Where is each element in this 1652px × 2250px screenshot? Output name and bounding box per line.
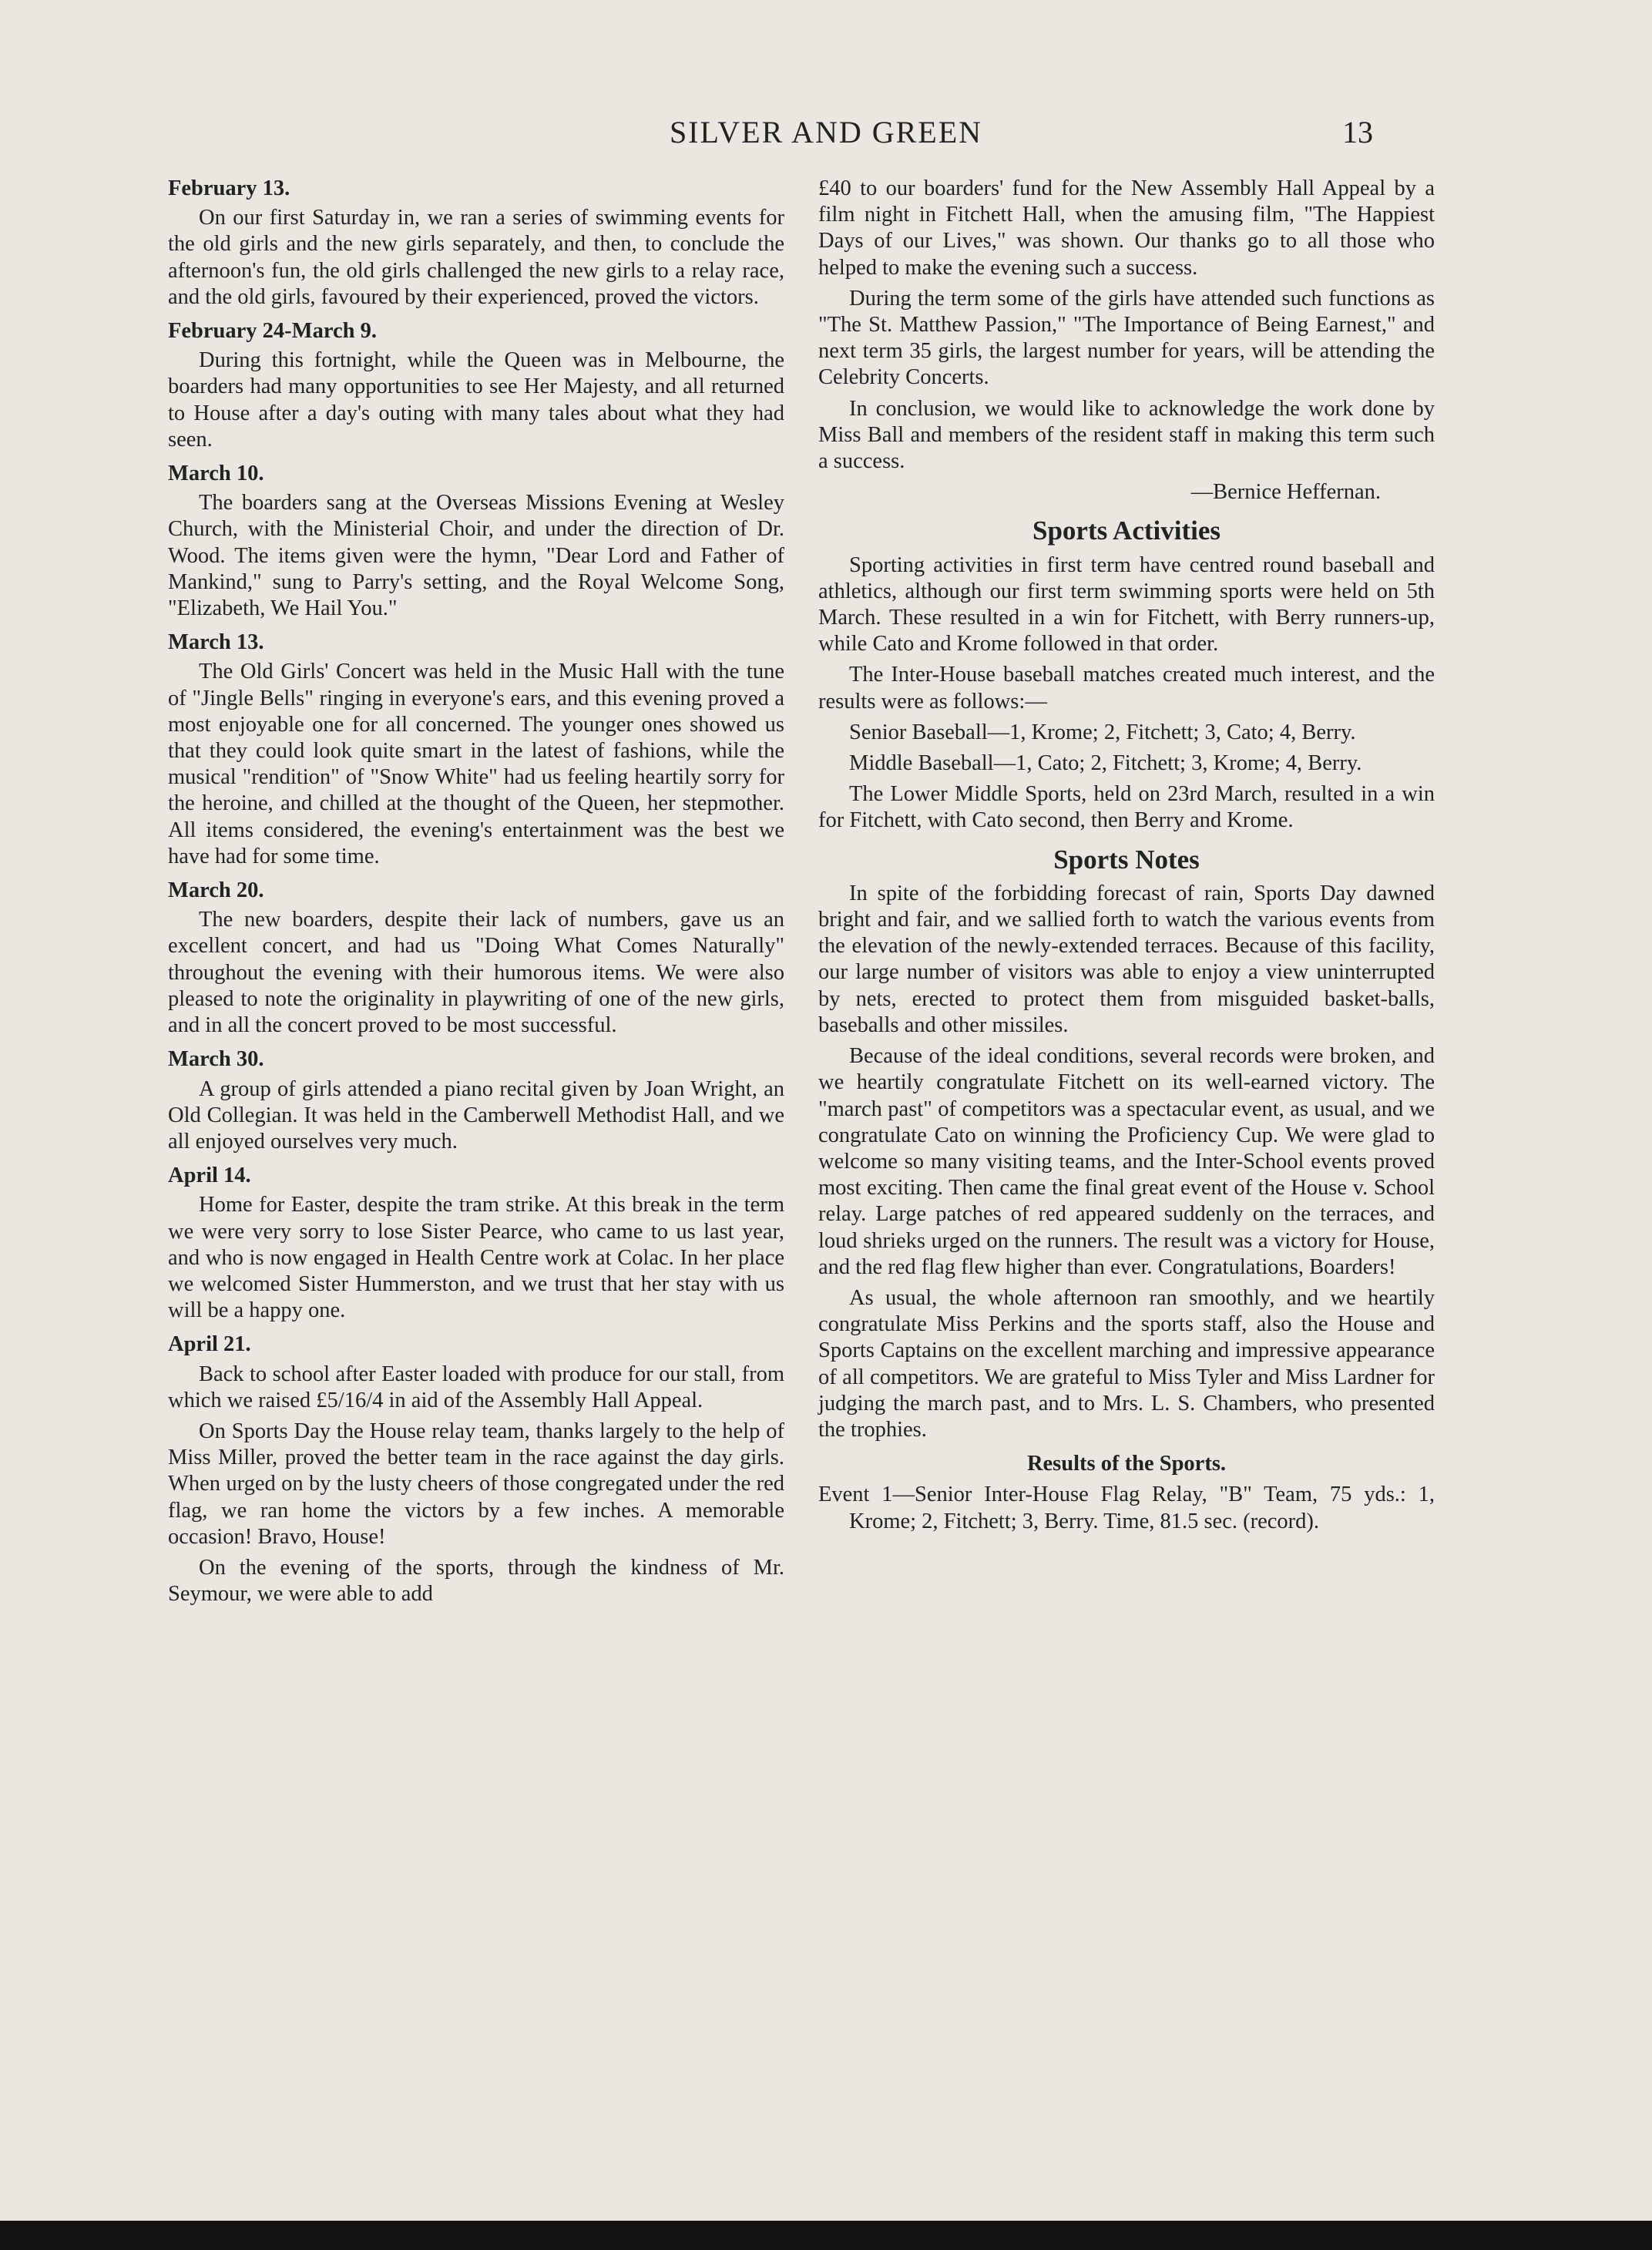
paragraph: On our first Saturday in, we ran a series of swimming events for the old girls and the new girls separately, and then, to conclude the afternoon's fun, the old girls challenged the new girls to a relay race, and the old girls, favoured by their experienced, proved the victors.	[168, 206, 784, 309]
paragraph: The Inter-House baseball matches created much interest, and the results were as follows:—	[818, 663, 1435, 714]
entry-date: March 30.	[168, 1047, 264, 1072]
entry-date: March 10.	[168, 462, 264, 486]
page-number: 13	[1342, 115, 1373, 149]
paragraph: Senior Baseball—1, Krome; 2, Fitchett; 3, Cato; 4, Berry.	[849, 720, 1356, 744]
paragraph: During the term some of the girls have attended such functions as "The St. Matthew Passion," "The Importance of Being Earnest," and next term 35 girls, the largest number for years, will be attending the Celebrity Concerts.	[818, 286, 1435, 390]
paragraph: In conclusion, we would like to acknowledge the work done by Miss Ball and members of the resident staff in making this term such a success.	[818, 396, 1435, 474]
paragraph: The Old Girls' Concert was held in the Music Hall with the tune of "Jingle Bells" ringing in everyone's ears, and this evening proved a most enjoyable one for all concerned. The younger ones showed us that they could look quite smart in the latest of fashions, while the musical "rendition" of "Snow White" had us feeling heartily sorry for the heroine, and chilled at the thought of the Queen, her stepmother. All items considered, the evening's entertainment was the best we have had for some time.	[168, 660, 784, 868]
paragraph: On Sports Day the House relay team, thanks largely to the help of Miss Miller, proved the better team in the race against the day girls. When urged on by the lusty cheers of those congregated under the red flag, we ran home the victors by a few inches. A memorable occasion! Bravo, House!	[168, 1419, 784, 1549]
paragraph: £40 to our boarders' fund for the New Assembly Hall Appeal by a film night in Fitchett Hall, when the amusing film, "The Happiest Days of our Lives," was shown. Our thanks go to all those who helped to make the evening such a success.	[818, 176, 1435, 280]
paragraph: Middle Baseball—1, Cato; 2, Fitchett; 3, Krome; 4, Berry.	[849, 751, 1362, 776]
entry-date: February 13.	[168, 176, 290, 200]
results-entry: Event 1—Senior Inter-House Flag Relay, "B" Team, 75 yds.: 1, Krome; 2, Fitchett; 3, Berry. Time, 81.5 sec. (record).	[818, 1483, 1435, 1533]
paragraph: As usual, the whole afternoon ran smoothly, and we heartily congratulate Miss Perkins and the sports staff, also the House and Sports Captains on the excellent marching and impressive appearance of all competitors. We are grateful to Miss Tyler and Miss Lardner for judging the march past, and to Mrs. L. S. Chambers, who presented the trophies.	[818, 1285, 1435, 1442]
entry-date: April 14.	[168, 1164, 251, 1188]
right-column	[818, 176, 1435, 1540]
paragraph: On the evening of the sports, through the kindness of Mr. Seymour, we were able to add	[168, 1555, 784, 1607]
paragraph: Back to school after Easter loaded with produce for our stall, from which we raised £5/16/4 in aid of the Assembly Hall Appeal.	[168, 1362, 784, 1412]
paragraph: In spite of the forbidding forecast of rain, Sports Day dawned bright and fair, and we sallied forth to watch the various events from the elevation of the newly-extended terraces. Because of this facility, our large number of visitors was able to enjoy a view uninterrupted by nets, erected to protect them from misguided basket-balls, baseballs and other missiles.	[818, 881, 1435, 1037]
sub-heading: Results of the Sports.	[1026, 1452, 1227, 1476]
paragraph: Sporting activities in first term have centred round baseball and athletics, although our first term swimming sports were held on 5th March. These resulted in a win for Fitchett, with Berry runners-up, while Cato and Krome followed in that order.	[818, 552, 1435, 657]
entry-date: March 20.	[168, 878, 264, 903]
section-heading: Sports Activities	[1032, 515, 1221, 546]
paragraph: Because of the ideal conditions, several records were broken, and we heartily congratulate Fitchett on its well-earned victory. The "march past" of competitors was a spectacular event, as usual, and we congratulate Cato on winning the Proficiency Cup. We were glad to welcome so many visiting teams, and the Inter-School events proved most exciting. Then came the final great event of the House v. School relay. Large patches of red appeared suddenly on the terraces, and loud shrieks urged on the runners. The result was a victory for House, and the red flag flew higher than ever. Congratulations, Boarders!	[818, 1044, 1435, 1279]
paragraph: A group of girls attended a piano recital given by Joan Wright, an Old Collegian. It was held in the Camberwell Methodist Hall, and we all enjoyed ourselves very much.	[168, 1076, 784, 1154]
section-heading: Sports Notes	[1053, 844, 1200, 875]
entry-date: March 13.	[168, 630, 264, 655]
running-header	[0, 114, 1652, 153]
entry-date: April 21.	[168, 1332, 251, 1357]
paragraph: The new boarders, despite their lack of numbers, gave us an excellent concert, and had us "Doing What Comes Naturally" throughout the evening with their humorous items. We were also pleased to note the originality in playwriting of one of the new girls, and in all the concert proved to be most successful.	[168, 908, 784, 1038]
paragraph: The boarders sang at the Overseas Missions Evening at Wesley Church, with the Ministerial Choir, and under the direction of Dr. Wood. The items given were the hymn, "Dear Lord and Father of Mankind," sung to Parry's setting, and the Royal Welcome Song, "Elizabeth, We Hail You."	[168, 491, 784, 621]
journal-title: SILVER AND GREEN	[669, 115, 983, 149]
paragraph: During this fortnight, while the Queen was in Melbourne, the boarders had many opportunities to see Her Majesty, and all returned to House after a day's outing with many tales about what they had seen.	[168, 348, 784, 452]
left-column	[168, 176, 784, 1612]
signature: —Bernice Heffernan.	[1190, 480, 1381, 505]
entry-date: February 24-March 9.	[168, 319, 377, 344]
paragraph: Home for Easter, despite the tram strike. At this break in the term we were very sorry to lose Sister Pearce, who came to us last year, and who is now engaged in Health Centre work at Colac. In her place we welcomed Sister Hummerston, and we trust that her stay with us will be a happy one.	[168, 1193, 784, 1323]
paragraph: The Lower Middle Sports, held on 23rd March, resulted in a win for Fitchett, with Cato second, then Berry and Krome.	[818, 782, 1435, 833]
scan-edge	[0, 2221, 1652, 2250]
